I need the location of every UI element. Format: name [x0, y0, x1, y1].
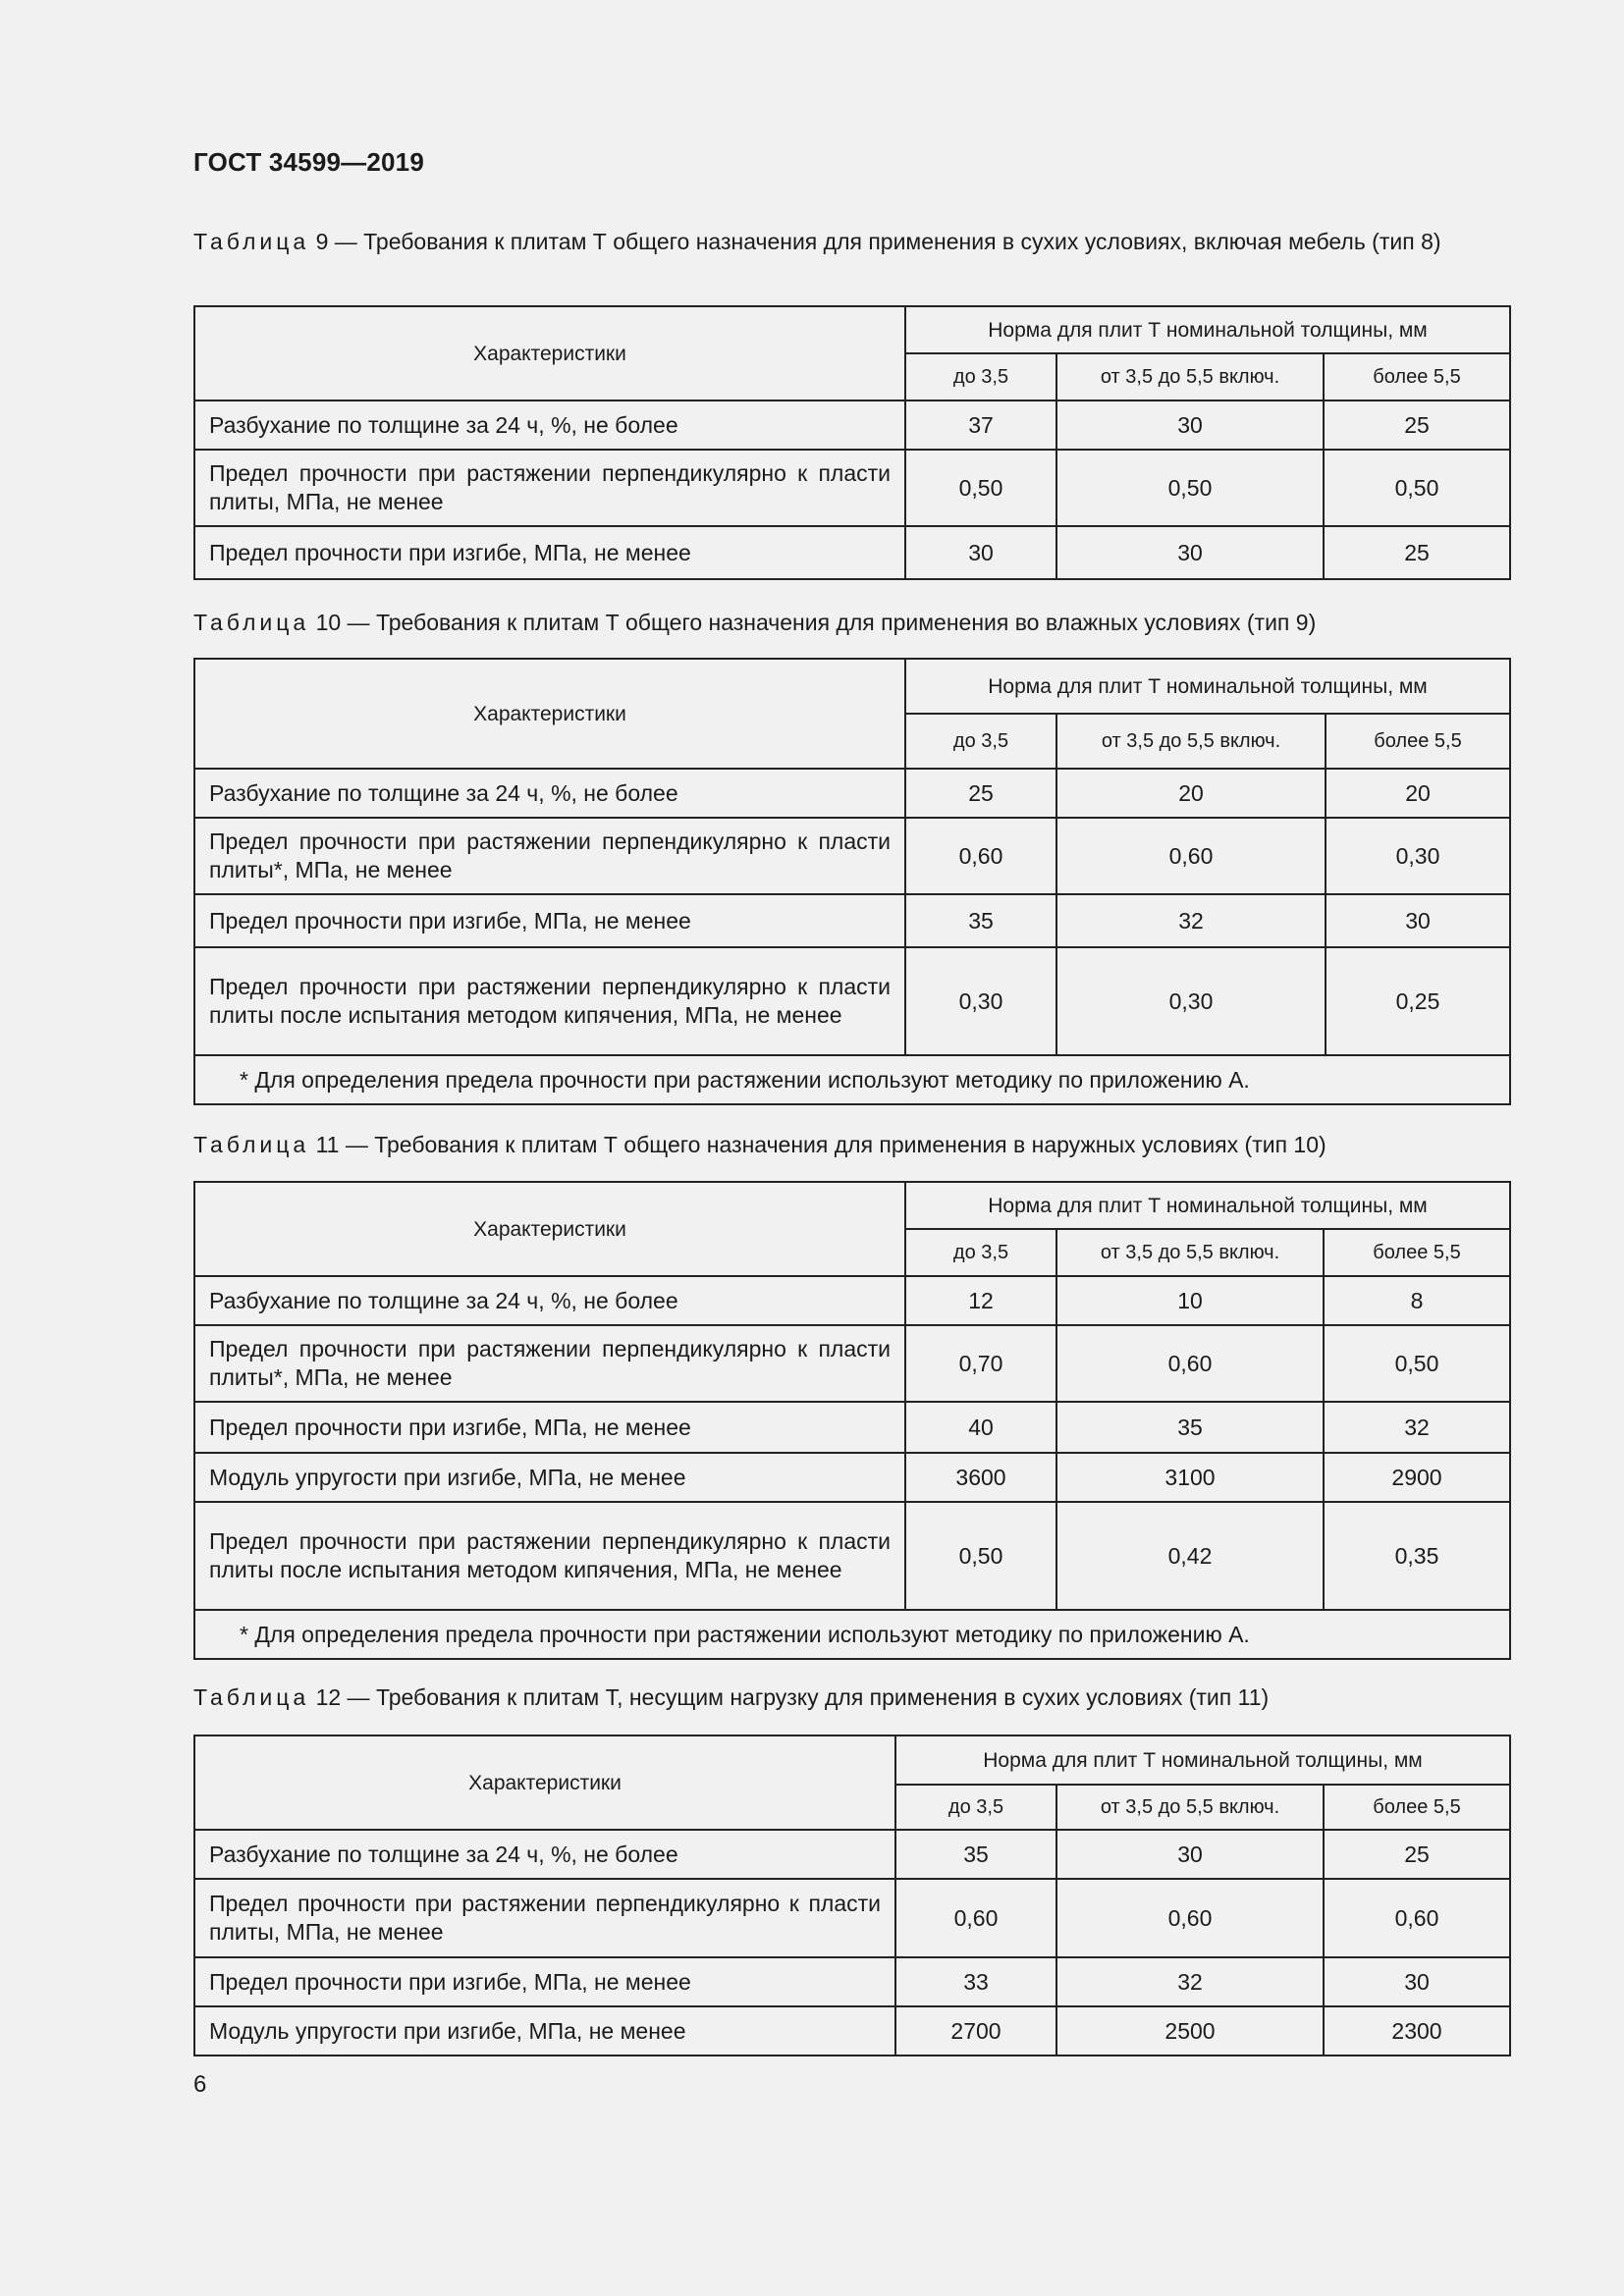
column-header: до 3,5 — [895, 1785, 1056, 1830]
caption-prefix: Таблица — [193, 1684, 310, 1710]
cell-value: 0,70 — [905, 1325, 1056, 1402]
table-row — [194, 1502, 1510, 1610]
column-header: до 3,5 — [905, 714, 1056, 769]
column-header: более 5,5 — [1326, 714, 1510, 769]
header-characteristics: Характеристики — [194, 1735, 895, 1830]
caption-prefix: Таблица — [193, 1132, 310, 1157]
cell-value: 0,60 — [1324, 1879, 1510, 1957]
cell-value: 0,50 — [1056, 450, 1324, 526]
cell-value: 32 — [1056, 1957, 1324, 2006]
table-row — [194, 1325, 1510, 1402]
table-row — [194, 450, 1510, 526]
table-10-caption — [193, 607, 1509, 639]
header-norm-group: Норма для плит Т номинальной толщины, мм — [905, 306, 1510, 353]
row-name: Предел прочности при растяжении перпендикулярно к пласти плиты после испытания методом кипячения, МПа, не менее — [194, 1502, 905, 1610]
column-header: до 3,5 — [905, 353, 1056, 400]
table-row — [194, 526, 1510, 579]
cell-value: 0,25 — [1326, 947, 1510, 1055]
table-row — [194, 894, 1510, 947]
cell-value: 35 — [895, 1830, 1056, 1879]
caption-prefix: Таблица — [193, 229, 310, 254]
cell-value: 0,35 — [1324, 1502, 1510, 1610]
table-row — [194, 1879, 1510, 1957]
header-norm-group: Норма для плит Т номинальной толщины, мм — [905, 1182, 1510, 1229]
cell-value: 35 — [1056, 1402, 1324, 1453]
row-name: Предел прочности при изгибе, МПа, не менее — [194, 526, 905, 579]
table-11 — [193, 1181, 1511, 1660]
header-norm-group: Норма для плит Т номинальной толщины, мм — [905, 659, 1510, 714]
table-row — [194, 400, 1510, 450]
cell-value: 0,50 — [1324, 1325, 1510, 1402]
cell-value: 2300 — [1324, 2006, 1510, 2056]
row-name: Предел прочности при изгибе, МПа, не менее — [194, 894, 905, 947]
cell-value: 0,30 — [1326, 818, 1510, 894]
table-9 — [193, 305, 1511, 580]
column-header: до 3,5 — [905, 1229, 1056, 1276]
row-name: Модуль упругости при изгибе, МПа, не менее — [194, 1453, 905, 1502]
header-characteristics: Характеристики — [194, 1182, 905, 1276]
cell-value: 25 — [1324, 1830, 1510, 1879]
table-footnote: * Для определения предела прочности при растяжении используют методику по приложению А. — [194, 1610, 1510, 1659]
cell-value: 12 — [905, 1276, 1056, 1325]
cell-value: 40 — [905, 1402, 1056, 1453]
cell-value: 20 — [1056, 769, 1326, 818]
table-row — [194, 947, 1510, 1055]
header-norm-group: Норма для плит Т номинальной толщины, мм — [895, 1735, 1510, 1785]
table-row — [194, 1276, 1510, 1325]
cell-value: 0,60 — [1056, 1879, 1324, 1957]
row-name: Предел прочности при изгибе, МПа, не менее — [194, 1402, 905, 1453]
column-header: более 5,5 — [1324, 1785, 1510, 1830]
column-header: от 3,5 до 5,5 включ. — [1056, 1229, 1324, 1276]
cell-value: 32 — [1056, 894, 1326, 947]
caption-text: 10 — Требования к плитам Т общего назначения для применения во влажных условиях (тип 9) — [309, 610, 1317, 635]
cell-value: 10 — [1056, 1276, 1324, 1325]
caption-text: 9 — Требования к плитам Т общего назначения для применения в сухих условиях, включая мебель (тип 8) — [309, 229, 1441, 254]
row-name: Предел прочности при растяжении перпендикулярно к пласти плиты*, МПа, не менее — [194, 1325, 905, 1402]
cell-value: 30 — [1326, 894, 1510, 947]
table-10 — [193, 658, 1511, 1105]
column-header: от 3,5 до 5,5 включ. — [1056, 353, 1324, 400]
row-name: Разбухание по толщине за 24 ч, %, не более — [194, 769, 905, 818]
cell-value: 0,50 — [1324, 450, 1510, 526]
page-number: 6 — [193, 2071, 207, 2098]
header-characteristics: Характеристики — [194, 306, 905, 400]
table-row — [194, 769, 1510, 818]
cell-value: 3100 — [1056, 1453, 1324, 1502]
row-name: Предел прочности при растяжении перпендикулярно к пласти плиты*, МПа, не менее — [194, 818, 905, 894]
table-row — [194, 1453, 1510, 1502]
column-header: от 3,5 до 5,5 включ. — [1056, 714, 1326, 769]
cell-value: 20 — [1326, 769, 1510, 818]
cell-value: 33 — [895, 1957, 1056, 2006]
cell-value: 2700 — [895, 2006, 1056, 2056]
cell-value: 0,60 — [895, 1879, 1056, 1957]
cell-value: 0,30 — [1056, 947, 1326, 1055]
document-title: ГОСТ 34599—2019 — [193, 147, 424, 177]
table-row — [194, 1830, 1510, 1879]
cell-value: 35 — [905, 894, 1056, 947]
cell-value: 37 — [905, 400, 1056, 450]
table-row — [194, 1957, 1510, 2006]
cell-value: 2500 — [1056, 2006, 1324, 2056]
cell-value: 30 — [1056, 526, 1324, 579]
cell-value: 25 — [905, 769, 1056, 818]
cell-value: 30 — [905, 526, 1056, 579]
table-footnote: * Для определения предела прочности при растяжении используют методику по приложению А. — [194, 1055, 1510, 1104]
cell-value: 0,60 — [1056, 1325, 1324, 1402]
cell-value: 30 — [1056, 1830, 1324, 1879]
row-name: Предел прочности при растяжении перпендикулярно к пласти плиты, МПа, не менее — [194, 1879, 895, 1957]
row-name: Разбухание по толщине за 24 ч, %, не более — [194, 400, 905, 450]
column-header: более 5,5 — [1324, 1229, 1510, 1276]
table-12-caption — [193, 1682, 1509, 1714]
cell-value: 0,50 — [905, 1502, 1056, 1610]
row-name: Разбухание по толщине за 24 ч, %, не более — [194, 1276, 905, 1325]
cell-value: 30 — [1056, 400, 1324, 450]
cell-value: 3600 — [905, 1453, 1056, 1502]
cell-value: 32 — [1324, 1402, 1510, 1453]
caption-text: 11 — Требования к плитам Т общего назначения для применения в наружных условиях (тип 10) — [309, 1132, 1326, 1157]
row-name: Разбухание по толщине за 24 ч, %, не более — [194, 1830, 895, 1879]
table-row — [194, 818, 1510, 894]
cell-value: 0,60 — [1056, 818, 1326, 894]
cell-value: 8 — [1324, 1276, 1510, 1325]
row-name: Предел прочности при растяжении перпендикулярно к пласти плиты после испытания методом кипячения, МПа, не менее — [194, 947, 905, 1055]
row-name: Модуль упругости при изгибе, МПа, не менее — [194, 2006, 895, 2056]
table-row — [194, 1402, 1510, 1453]
cell-value: 25 — [1324, 526, 1510, 579]
cell-value: 30 — [1324, 1957, 1510, 2006]
table-12 — [193, 1735, 1511, 2056]
cell-value: 0,50 — [905, 450, 1056, 526]
table-9-caption — [193, 226, 1509, 258]
row-name: Предел прочности при растяжении перпендикулярно к пласти плиты, МПа, не менее — [194, 450, 905, 526]
cell-value: 0,30 — [905, 947, 1056, 1055]
header-characteristics: Характеристики — [194, 659, 905, 769]
cell-value: 25 — [1324, 400, 1510, 450]
cell-value: 2900 — [1324, 1453, 1510, 1502]
row-name: Предел прочности при изгибе, МПа, не менее — [194, 1957, 895, 2006]
cell-value: 0,42 — [1056, 1502, 1324, 1610]
caption-prefix: Таблица — [193, 610, 310, 635]
table-11-caption — [193, 1129, 1509, 1161]
cell-value: 0,60 — [905, 818, 1056, 894]
table-row — [194, 2006, 1510, 2056]
caption-text: 12 — Требования к плитам Т, несущим нагрузку для применения в сухих условиях (тип 11) — [309, 1684, 1270, 1710]
column-header: более 5,5 — [1324, 353, 1510, 400]
column-header: от 3,5 до 5,5 включ. — [1056, 1785, 1324, 1830]
